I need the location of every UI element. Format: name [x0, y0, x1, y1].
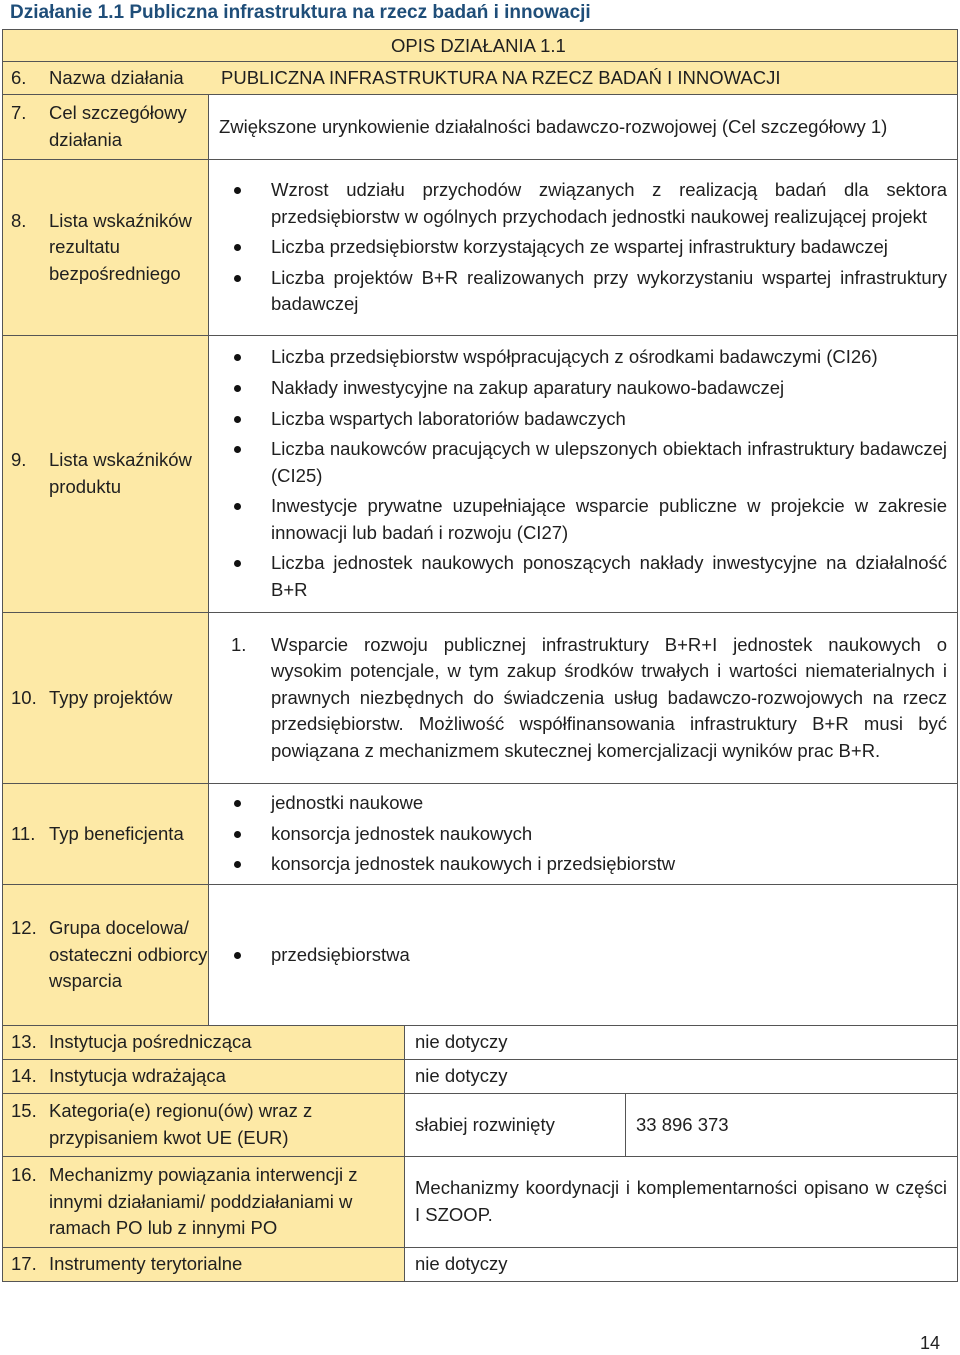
row-label: Lista wskaźników produktu — [49, 449, 192, 497]
target-group-list — [209, 942, 957, 969]
row-implementing-body — [3, 1060, 958, 1094]
page-heading: Działanie 1.1 Publiczna infrastruktura na rzecz badań i innowacji — [10, 2, 591, 23]
intermediate-body-value: nie dotyczy — [415, 1031, 508, 1053]
action-description-table — [2, 29, 958, 1282]
row-linking-mechanisms — [3, 1157, 958, 1248]
row-number: 10. — [11, 686, 37, 708]
row-number: 14. — [11, 1065, 37, 1087]
row-number: 15. — [11, 1100, 37, 1122]
list-item: Inwestycje prywatne uzupełniające wsparcie publiczne w projekcie w zakresie innowacji lub badań i rozwoju (CI27) — [231, 493, 947, 546]
page-number: 14 — [920, 1333, 941, 1353]
row-objective — [3, 95, 958, 160]
row-result-indicators — [3, 160, 958, 336]
row-number: 17. — [11, 1253, 37, 1275]
row-number: 7. — [11, 102, 27, 124]
list-item: Liczba wspartych laboratoriów badawczych — [231, 406, 947, 433]
list-item: przedsiębiorstwa — [231, 942, 947, 969]
row-label: Nazwa działania — [49, 66, 184, 88]
region-category-value: słabiej rozwinięty — [415, 1113, 555, 1135]
list-item: Liczba projektów B+R realizowanych przy wykorzystaniu wspartej infrastruktury badawczej — [231, 265, 947, 318]
implementing-body-value: nie dotyczy — [415, 1065, 508, 1087]
row-label: Instrumenty terytorialne — [49, 1253, 243, 1275]
eu-amount-value: 33 896 373 — [636, 1113, 729, 1135]
list-item: jednostki naukowe — [231, 790, 947, 817]
row-beneficiary-type — [3, 784, 958, 885]
row-number: 6. — [11, 66, 27, 88]
row-project-types — [3, 613, 958, 784]
row-number: 9. — [11, 449, 27, 471]
bullet-icon — [231, 821, 271, 848]
row-territorial-instruments — [3, 1248, 958, 1282]
table-title-row — [3, 30, 958, 62]
bullet-icon — [231, 493, 271, 546]
row-target-group — [3, 885, 958, 1026]
bullet-icon — [231, 942, 271, 969]
row-number: 11. — [11, 822, 36, 844]
list-item: Liczba naukowców pracujących w ulepszonych obiektach infrastruktury badawczej (CI25) — [231, 436, 947, 489]
product-indicator-list — [209, 344, 957, 603]
list-item: Liczba jednostek naukowych ponoszących nakłady inwestycyjne na działalność B+R — [231, 550, 947, 603]
bullet-icon — [231, 234, 271, 261]
territorial-instruments-value: nie dotyczy — [415, 1253, 508, 1275]
row-label: Kategoria(e) regionu(ów) wraz z przypisaniem kwot UE (EUR) — [49, 1100, 313, 1148]
result-indicator-list — [209, 177, 957, 318]
list-item: Nakłady inwestycyjne na zakup aparatury naukowo-badawczej — [231, 375, 947, 402]
row-number: 12. — [11, 917, 37, 939]
bullet-icon — [231, 375, 271, 402]
bullet-icon — [231, 436, 271, 489]
bullet-icon — [231, 790, 271, 817]
bullet-icon — [231, 177, 271, 230]
list-item: 1. Wsparcie rozwoju publicznej infrastruktury B+R+I jednostek naukowych o wysokim potencjale, w tym zakup środków trwałych i wartości niematerialnych i prawnych niezbędnych do świadczenia usług badawczo-rozwojowych na rzecz przedsiębiorstw. Możliwość współfinansowania infrastruktury B+R musi być powiązana z mechanizmem skutecznej komercjalizacji wyników prac B+R. — [231, 633, 948, 761]
row-label: Cel szczegółowy działania — [49, 102, 187, 150]
row-intermediate-body — [3, 1026, 958, 1060]
list-item: Liczba przedsiębiorstw korzystających ze wspartej infrastruktury badawczej — [231, 234, 947, 261]
objective-value: Zwiększone urynkowienie działalności badawczo-rozwojowej (Cel szczegółowy 1) — [219, 115, 888, 137]
row-label: Lista wskaźników rezultatu bezpośredniego — [49, 209, 192, 284]
bullet-icon — [231, 550, 271, 603]
project-type-list — [209, 632, 957, 765]
list-item: konsorcja jednostek naukowych — [231, 821, 947, 848]
bullet-icon — [231, 344, 271, 371]
row-label: Instytucja wdrażająca — [49, 1065, 226, 1087]
row-number: 8. — [11, 209, 27, 231]
linking-mechanisms-value: Mechanizmy koordynacji i komplementarności opisano w części I SZOOP. — [415, 1177, 948, 1225]
row-label: Grupa docelowa/ ostateczni odbiorcy wsparcia — [49, 917, 208, 992]
row-label: Instytucja pośrednicząca — [49, 1031, 252, 1053]
bullet-icon — [231, 265, 271, 318]
row-action-name — [3, 62, 958, 95]
row-label: Typy projektów — [49, 686, 173, 708]
list-item: konsorcja jednostek naukowych i przedsiębiorstw — [231, 851, 947, 878]
action-name-value: PUBLICZNA INFRASTRUKTURA NA RZECZ BADAŃ I INNOWACJI — [221, 66, 781, 88]
bullet-icon — [231, 851, 271, 878]
list-item: Wzrost udziału przychodów związanych z realizacją badań dla sektora przedsiębiorstw w ogólnych przychodach jednostki naukowej realizującej projekt — [231, 177, 947, 230]
row-label: Typ beneficjenta — [49, 822, 184, 844]
row-product-indicators — [3, 336, 958, 613]
list-item: Liczba przedsiębiorstw współpracujących z ośrodkami badawczymi (CI26) — [231, 344, 947, 371]
row-label: Mechanizmy powiązania interwencji z innymi działaniami/ poddziałaniami w ramach PO lub z innymi PO — [49, 1164, 358, 1239]
bullet-icon — [231, 406, 271, 433]
table-title: OPIS DZIAŁANIA 1.1 — [391, 35, 566, 56]
beneficiary-list — [209, 790, 957, 878]
row-number: 13. — [11, 1031, 37, 1053]
row-number: 16. — [11, 1164, 37, 1186]
row-region-category — [3, 1094, 958, 1157]
